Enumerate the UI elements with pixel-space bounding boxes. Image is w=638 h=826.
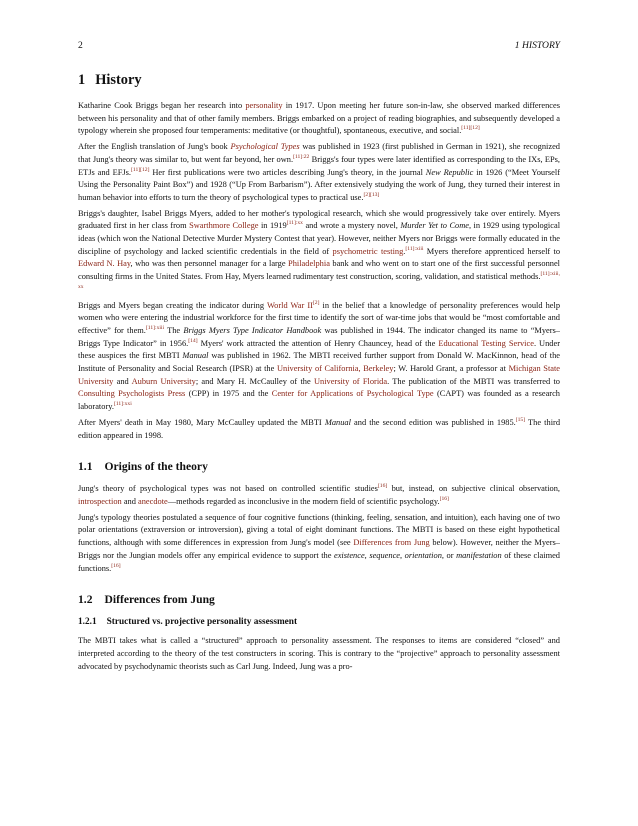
text-run: and	[121, 496, 139, 506]
citation-ref[interactable]: [11]:22	[293, 154, 310, 161]
citation-ref[interactable]: [11][12]	[461, 125, 480, 132]
citation-ref[interactable]: [11]:xxi	[113, 401, 132, 408]
text-run: ,	[400, 550, 405, 560]
paragraph	[78, 635, 560, 673]
hyperlink[interactable]: University of California, Berkeley	[276, 364, 394, 374]
text-run: The MBTI takes what is called a “structured” approach to personality assessment. The responses to items are considered “closed” and interpreted according to the theory of the test constructers in scoring. This is contrary to the “projective” approach to personality assessment advocated by psychodynamic theorists such as Carl Jung. Indeed, Jung was a pro-	[78, 636, 560, 671]
running-head	[78, 40, 560, 52]
running-section-title: 1 HISTORY	[514, 40, 560, 51]
hyperlink[interactable]: personality	[245, 101, 283, 110]
page-number: 2	[78, 40, 83, 51]
text-run: Myers therefore apprenticed herself to	[423, 246, 561, 256]
text-run: in 1917. Upon meeting her future son-in-law, she observed marked differences between his personality and that of other family members. Briggs embarked on a project of reading biographies, and subsequently developed a typology wherein she proposed four temperaments: meditative (or thoughtful), spontaneous, executive, and social.	[78, 101, 560, 136]
text-run: . Under these auspices the first MBTI	[78, 338, 560, 361]
text-run: was published in 1962. The MBTI received further support from Donald W. MacKinnon, head of the Institute of Personality and Social Research (IPSR) at the	[78, 351, 560, 374]
text-run: , or	[441, 550, 457, 560]
subsection-title: Differences from Jung	[104, 593, 215, 607]
text-run: , in 1929 using typological ideas (which won the National Detective Murder Mystery Contest that year). However, neither Myers nor Briggs were formally educated in the discipline of psychology and lacked scientific credentials in the field of	[78, 221, 561, 256]
citation-ref[interactable]: [14]	[188, 337, 198, 344]
text-run: —methods regarded as inconclusive in the modern field of scientific psychology.	[167, 496, 440, 506]
text-run: , who was then personnel manager for a large	[130, 259, 289, 269]
citation-ref[interactable]: [2]	[312, 299, 320, 306]
italic-text: sequence	[369, 550, 401, 560]
hyperlink[interactable]: Psychological Types	[230, 142, 300, 152]
paragraph	[78, 100, 560, 138]
subsection-heading-differences	[78, 593, 560, 607]
text-run: below). However, neither the Myers–Briggs nor the Jungian models offer any empirical evidence to support the	[78, 538, 560, 560]
italic-text: orientation	[404, 550, 442, 560]
text-run: bank and who went on to start one of the first successful personnel consulting firms in the United States. From Hay, Myers learned rudimentary test construction, scoring, validation, and statistical methods.	[78, 259, 561, 282]
citation-ref[interactable]: [16]	[377, 483, 388, 490]
italic-text: New Republic	[425, 167, 474, 177]
text-run: Briggs's daughter, Isabel Briggs Myers, added to her mother's typological research, which she would progressively take over entirely. Myers graduated first in her class from	[78, 208, 560, 231]
text-run: ,	[364, 550, 370, 560]
paragraph	[78, 483, 560, 508]
text-run: Her first publications were two articles describing Jung's theory, in the journal	[149, 167, 426, 177]
hyperlink[interactable]: Differences from Jung	[353, 538, 430, 548]
text-run: and wrote a mystery novel,	[302, 221, 401, 231]
hyperlink[interactable]: Philadelphia	[288, 259, 330, 269]
text-run: in 1926 (“Meet Yourself Using the Personality Paint Box”) and 1928 (“Up From Barbarism”). After extensively studying the work of Jung, they turned their interest in human behavior into efforts to turn the theory of psychological types to practical use.	[78, 167, 561, 202]
hyperlink[interactable]: introspection	[78, 496, 122, 506]
text-run: Briggs and Myers began creating the indicator during	[78, 300, 267, 310]
paragraph	[78, 141, 560, 205]
text-run: The	[164, 325, 184, 335]
hyperlink[interactable]: psychometric testing	[332, 246, 404, 256]
text-run: The third edition appeared in 1998.	[78, 417, 561, 440]
italic-text: Murder Yet to Come	[400, 221, 469, 231]
text-run: was published in 1944. The indicator changed its name to “Myers–Briggs Type Indicator” in 1956.	[78, 325, 560, 348]
italic-text: Manual	[182, 351, 209, 361]
text-run: (CPP) in 1975 and the	[185, 389, 272, 399]
subsection-heading-origins	[78, 460, 560, 474]
hyperlink[interactable]: World War II	[266, 300, 313, 310]
text-run: in 1919	[258, 221, 287, 231]
subsubsection-number: 1.2.1	[78, 617, 97, 628]
document-body	[78, 72, 560, 676]
citation-ref[interactable]: [16]	[111, 562, 121, 569]
citation-ref[interactable]: [11]:xiii	[145, 325, 165, 332]
citation-ref[interactable]: [11]:xiii	[405, 245, 424, 252]
text-run: (CAPT) was founded as a research laboratory.	[78, 389, 560, 412]
text-run: After Myers' death in May 1980, Mary McCaulley updated the MBTI	[78, 417, 325, 427]
subsubsection-title: Structured vs. projective personality assessment	[106, 617, 298, 628]
hyperlink[interactable]: Edward N. Hay	[78, 259, 131, 269]
text-run: ; W. Harold Grant, a professor at	[393, 364, 509, 374]
text-run: Jung's theory of psychological types was not based on controlled scientific studies	[78, 484, 378, 494]
text-run: and	[113, 376, 132, 386]
text-run: ; and Mary H. McCaulley of the	[195, 376, 314, 386]
hyperlink[interactable]: Auburn University	[131, 376, 196, 386]
citation-ref[interactable]: [2][13]	[363, 192, 380, 199]
paragraph	[78, 417, 560, 442]
citation-ref[interactable]: [11][12]	[131, 166, 150, 173]
text-run: .	[403, 246, 406, 256]
section-number: 1	[78, 72, 86, 88]
citation-ref[interactable]: [16]	[439, 496, 449, 503]
text-run: and the second edition was published in 1985.	[350, 417, 516, 427]
italic-text: Manual	[324, 417, 351, 427]
subsection-title: Origins of the theory	[104, 460, 208, 474]
citation-ref[interactable]: [11]:xx	[286, 220, 303, 227]
text-run: Jung's typology theories postulated a sequence of four cognitive functions (thinking, feeling, sensation, and intuition), each having one of two polar orientations (extraversion or introversion), giving a total of eight dominant functions. The MBTI is based on these eight hypothetical functions, although with some differences in expression from Jung's model (see	[78, 512, 560, 548]
text-run: in the belief that a knowledge of personality preferences would help women who were entering the industrial workforce for the first time to identify the sort of war-time jobs that would be “most comfortable and effective” for them.	[78, 300, 561, 335]
paragraph	[78, 208, 560, 297]
hyperlink[interactable]: Educational Testing Service	[438, 338, 534, 348]
hyperlink[interactable]: Swarthmore College	[189, 221, 259, 231]
text-run: was published in 1923 (first published in German in 1921), she recognized that Jung's theory was similar to, but went far beyond, her own.	[78, 142, 560, 164]
italic-text: Briggs Myers Type Indicator Handbook	[183, 325, 322, 335]
text-run: but, instead, on subjective clinical observation,	[387, 484, 560, 494]
citation-ref[interactable]: [15]	[515, 417, 526, 424]
citation-ref[interactable]: [11]:xiii, xx	[78, 271, 560, 291]
hyperlink[interactable]: Consulting Psychologists Press	[78, 389, 186, 399]
text-run: . The publication of the MBTI was transferred to	[387, 376, 560, 386]
subsection-number: 1.2	[78, 593, 93, 607]
hyperlink[interactable]: Center for Applications of Psychological Type	[271, 389, 434, 399]
paragraph	[78, 300, 560, 414]
subsubsection-heading-structured	[78, 616, 560, 628]
subsection-number: 1.1	[78, 460, 93, 474]
paragraph	[78, 512, 560, 576]
text-run: After the English translation of Jung's book	[78, 142, 231, 152]
italic-text: existence	[333, 550, 365, 560]
text-run: Myers' work attracted the attention of Henry Chauncey, head of the	[197, 338, 439, 348]
text-run: Katharine Cook Briggs began her research into	[78, 101, 246, 110]
section-title: History	[95, 72, 142, 88]
hyperlink[interactable]: anecdote	[138, 496, 168, 506]
italic-text: manifestation	[456, 550, 502, 560]
text-run: Briggs's four types were later identified as corresponding to the IXs, EPs, ETJs and EFJs.	[78, 154, 560, 177]
hyperlink[interactable]: University of Florida	[313, 376, 388, 386]
section-heading-history	[78, 72, 560, 88]
hyperlink[interactable]: Michigan State University	[78, 364, 561, 386]
text-run: of these claimed functions.	[78, 550, 560, 573]
